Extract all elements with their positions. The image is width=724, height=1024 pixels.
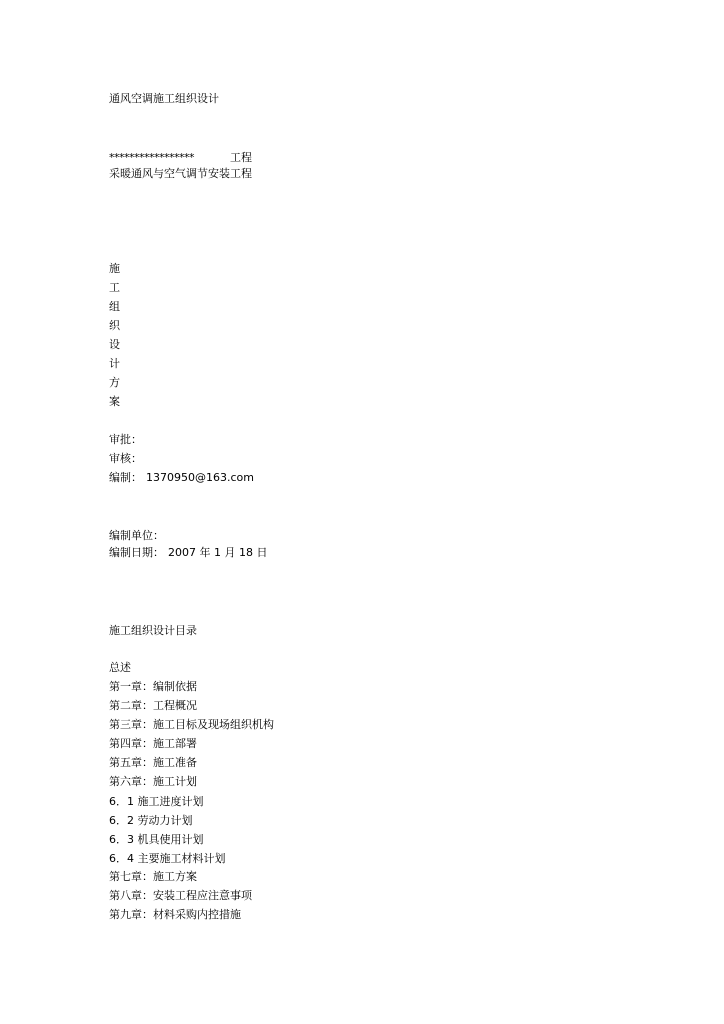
- project-name-suffix: 工程: [230, 151, 252, 164]
- toc-item: 第九章：材料采购内控措施: [109, 908, 241, 921]
- compile-line: [109, 471, 254, 485]
- toc-item: 第二章：工程概况: [109, 699, 197, 712]
- toc-item: 6．2 劳动力计划: [109, 814, 193, 827]
- toc-item: 总述: [109, 661, 131, 674]
- vertical-title-char: 组: [109, 300, 120, 313]
- toc-item: 第四章：施工部署: [109, 737, 197, 750]
- document-title: 通风空调施工组织设计: [109, 92, 219, 105]
- toc-item: 第六章：施工计划: [109, 775, 197, 788]
- toc-item: 第八章：安装工程应注意事项: [109, 889, 252, 902]
- compile-date-value: 2007 年 1 月 18 日: [168, 546, 268, 559]
- vertical-title-char: 案: [109, 395, 120, 408]
- project-name-placeholder: *****************: [109, 151, 194, 164]
- compile-date-line: [109, 546, 267, 560]
- toc-item: 6．4 主要施工材料计划: [109, 852, 226, 865]
- toc-item: 第一章：编制依据: [109, 680, 197, 693]
- compile-value: 1370950@163.com: [146, 471, 254, 484]
- compile-unit-label: 编制单位：: [109, 529, 164, 542]
- vertical-title-char: 设: [109, 338, 120, 351]
- project-subtitle: 采暖通风与空气调节安装工程: [109, 167, 252, 180]
- toc-item: 6．1 施工进度计划: [109, 795, 204, 808]
- vertical-title-char: 方: [109, 376, 120, 389]
- vertical-title-char: 施: [109, 262, 120, 275]
- toc-item: 第七章：施工方案: [109, 870, 197, 883]
- review-label: 审核：: [109, 452, 142, 465]
- vertical-title-char: 计: [109, 357, 120, 370]
- vertical-title-char: 工: [109, 281, 120, 294]
- approve-label: 审批：: [109, 433, 142, 446]
- toc-item: 6．3 机具使用计划: [109, 833, 204, 846]
- vertical-title-char: 织: [109, 319, 120, 332]
- compile-label: 编制：: [109, 471, 142, 484]
- project-name-line: [109, 151, 252, 165]
- toc-item: 第五章：施工准备: [109, 756, 197, 769]
- toc-item: 第三章：施工目标及现场组织机构: [109, 718, 274, 731]
- compile-date-label: 编制日期：: [109, 546, 164, 559]
- toc-heading: 施工组织设计目录: [109, 624, 197, 637]
